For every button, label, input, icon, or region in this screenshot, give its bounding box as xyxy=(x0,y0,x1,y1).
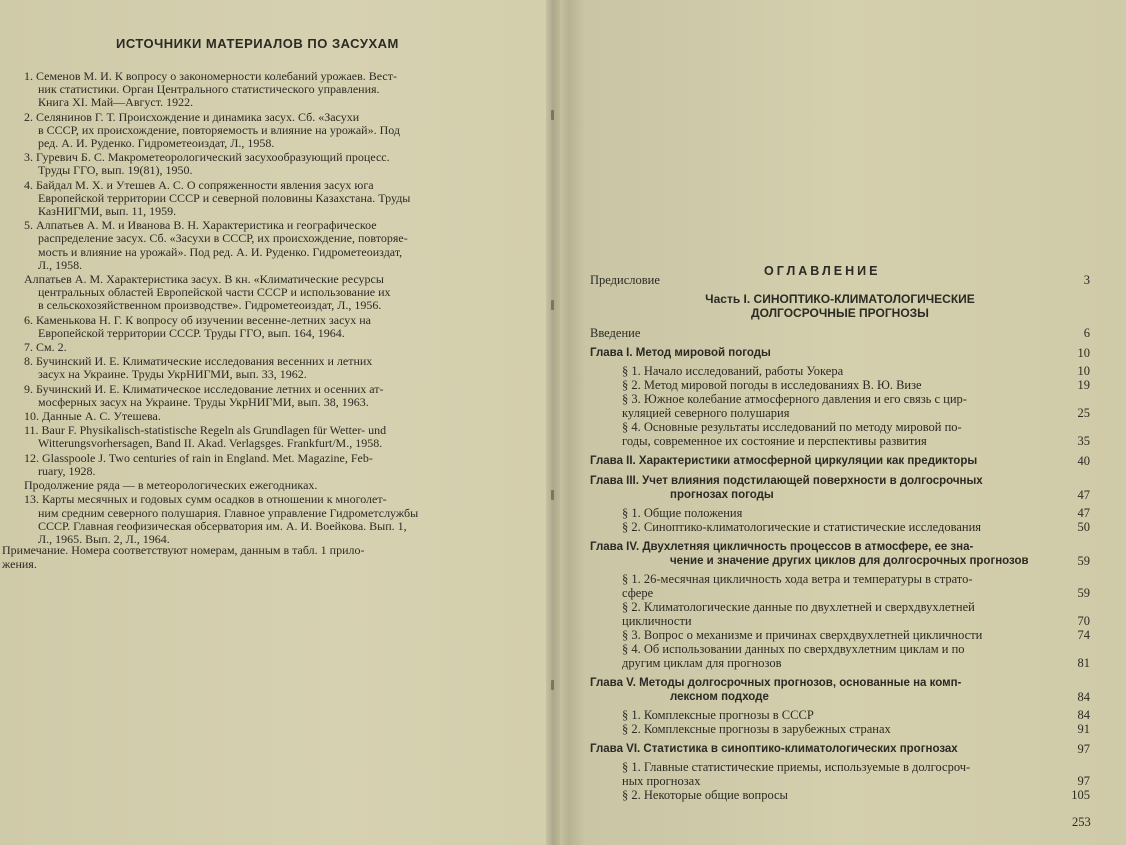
toc-chapter xyxy=(590,676,1090,704)
source-line: 7. См. 2. xyxy=(24,340,67,355)
source-line: Алпатьев А. М. Характеристика засух. В кн. «Климатические ресурсы xyxy=(24,272,384,287)
toc-page-number: 91 xyxy=(1077,722,1090,736)
toc-section xyxy=(590,708,1090,722)
toc-section xyxy=(590,520,1090,534)
source-line: 8. Бучинский И. Е. Климатические исследования весенних и летних xyxy=(24,354,373,369)
binding-stitch xyxy=(551,680,554,690)
source-item xyxy=(24,111,504,151)
toc-section xyxy=(590,378,1090,392)
source-line: 3. Гуревич Б. С. Макрометеорологический засухообразующий процесс. xyxy=(24,150,390,165)
toc-line: годы, современное их состояние и перспективы развития xyxy=(622,434,927,448)
bottom-page-number: 253 xyxy=(1072,815,1091,829)
source-line: Труды ГГО, вып. 19(81), 1950. xyxy=(38,163,193,178)
toc-chapter xyxy=(590,742,1090,756)
source-line: 11. Baur F. Physikalisch-statistische Regeln als Grundlagen für Wetter- und xyxy=(24,423,387,438)
source-item xyxy=(24,493,504,546)
toc-line: Глава IV. Двухлетняя цикличность процессов в атмосфере, ее зна- xyxy=(590,541,974,553)
toc-page-number: 70 xyxy=(1077,614,1090,628)
source-line: Европейской территории СССР. Труды ГГО, вып. 164, 1964. xyxy=(38,325,345,340)
source-line: 5. Алпатьев А. М. и Иванова В. Н. Характеристика и географическое xyxy=(24,218,377,233)
source-item xyxy=(24,341,504,354)
table-of-contents xyxy=(590,273,1090,802)
toc-line: § 4. Основные результаты исследований по методу мировой по- xyxy=(622,420,962,434)
toc-chapter xyxy=(590,474,1090,502)
source-line: 6. Каменькова Н. Г. К вопросу об изучении весенне-летних засух на xyxy=(24,312,371,327)
source-item xyxy=(24,383,504,409)
toc-page-number: 10 xyxy=(1077,346,1090,360)
source-item xyxy=(24,355,504,381)
source-line: 4. Байдал М. Х. и Утешев А. С. О сопряженности явления засух юга xyxy=(24,177,374,192)
toc-line: ДОЛГОСРОЧНЫЕ ПРОГНОЗЫ xyxy=(751,306,929,320)
toc-page-number: 6 xyxy=(1083,326,1090,340)
toc-line: § 3. Южное колебание атмосферного давления и его связь с цир- xyxy=(622,392,967,406)
book-gutter xyxy=(546,0,560,845)
toc-line: лексном подходе xyxy=(670,691,769,703)
source-item xyxy=(24,151,504,177)
toc-line: чение и значение других циклов для долгосрочных прогнозов xyxy=(670,555,1029,567)
source-line: центральных областей Европейской части СССР и использование их xyxy=(38,285,391,300)
toc-chapter xyxy=(590,346,1090,360)
footnote-line: Примечание. Номера соответствуют номерам, данным в табл. 1 прило- xyxy=(2,543,365,557)
toc-line: § 1. 26-месячная цикличность хода ветра и температуры в страто- xyxy=(622,572,973,586)
toc-page-number: 47 xyxy=(1077,506,1090,520)
toc-page-number: 105 xyxy=(1071,788,1090,802)
source-line: 2. Селянинов Г. Т. Происхождение и динамика засух. Сб. «Засухи xyxy=(24,109,360,124)
toc-section xyxy=(590,364,1090,378)
toc-chapter xyxy=(590,454,1090,468)
toc-page-number: 19 xyxy=(1077,378,1090,392)
source-item xyxy=(24,273,504,313)
toc-line: § 2. Климатологические данные по двухлетней и сверхдвухлетней xyxy=(622,600,975,614)
toc-line: Предисловие xyxy=(590,273,660,287)
source-line: ruary, 1928. xyxy=(38,463,96,478)
binding-stitch xyxy=(551,490,554,500)
source-line: мосферных засух на Украине. Труды УкрНИГМИ, вып. 38, 1963. xyxy=(38,394,369,409)
toc-line: куляцией северного полушария xyxy=(622,406,790,420)
toc-page-number: 97 xyxy=(1077,774,1090,788)
toc-line: Глава V. Методы долгосрочных прогнозов, основанные на комп- xyxy=(590,677,962,689)
toc-line: Глава III. Учет влияния подстилающей поверхности в долгосрочных xyxy=(590,475,983,487)
toc-page-number: 59 xyxy=(1077,554,1090,568)
source-item xyxy=(24,479,504,492)
binding-stitch xyxy=(551,300,554,310)
toc-section xyxy=(590,392,1090,420)
toc-page-number: 81 xyxy=(1077,656,1090,670)
toc-section xyxy=(590,788,1090,802)
toc-line: § 2. Метод мировой погоды в исследованиях В. Ю. Визе xyxy=(622,378,922,392)
toc-page-number: 50 xyxy=(1077,520,1090,534)
source-line: ник статистики. Орган Центрального статистического управления. xyxy=(38,82,380,97)
toc-line: § 3. Вопрос о механизме и причинах сверхдвухлетней цикличности xyxy=(622,628,983,642)
source-line: в СССР, их происхождение, повторяемость и влияние на урожай». Под xyxy=(38,122,401,137)
source-line: распределение засух. Сб. «Засухи в СССР, их происхождение, повторяе- xyxy=(38,231,408,246)
toc-section xyxy=(590,760,1090,788)
toc-line: § 1. Начало исследований, работы Уокера xyxy=(622,364,844,378)
source-item xyxy=(24,70,504,110)
toc-entry xyxy=(590,326,1090,340)
toc-line: прогнозах погоды xyxy=(670,489,774,501)
source-line: ним средним северного полушария. Главное управление Гидрометслужбы xyxy=(38,505,419,520)
source-line: Продолжение ряда — в метеорологических ежегодниках. xyxy=(24,478,318,493)
source-line: Европейской территории СССР и северной половины Казахстана. Труды xyxy=(38,190,411,205)
toc-section xyxy=(590,642,1090,670)
source-line: 13. Карты месячных и годовых сумм осадков в отношении к многолет- xyxy=(24,492,387,507)
toc-part xyxy=(590,292,1090,320)
toc-line: § 2. Некоторые общие вопросы xyxy=(622,788,788,802)
source-item xyxy=(24,424,504,450)
toc-line: ных прогнозах xyxy=(622,774,701,788)
source-line: Л., 1965. Вып. 2, Л., 1964. xyxy=(38,531,170,546)
toc-line: § 4. Об использовании данных по сверхдвухлетним циклам и по xyxy=(622,642,965,656)
binding-stitch xyxy=(551,110,554,120)
toc-section xyxy=(590,506,1090,520)
toc-line: § 1. Комплексные прогнозы в СССР xyxy=(622,708,814,722)
toc-section xyxy=(590,600,1090,628)
toc-page-number: 35 xyxy=(1077,434,1090,448)
toc-line: Глава I. Метод мировой погоды xyxy=(590,347,771,359)
toc-line: § 1. Главные статистические приемы, используемые в долгосроч- xyxy=(622,760,971,774)
toc-page-number: 84 xyxy=(1077,690,1090,704)
source-item xyxy=(24,219,504,272)
source-line: 9. Бучинский И. Е. Климатическое исследование летних и осенних ат- xyxy=(24,381,384,396)
toc-page-number: 74 xyxy=(1077,628,1090,642)
toc-line: сфере xyxy=(622,586,654,600)
source-line: мость и влияние на урожай». Под ред. А. И. Руденко. Гидрометеоиздат, xyxy=(38,244,403,259)
source-line: СССР. Главная геофизическая обсерватория им. А. И. Воейкова. Вып. 1, xyxy=(38,518,407,533)
toc-page-number: 10 xyxy=(1077,364,1090,378)
toc-page-number: 3 xyxy=(1083,273,1090,287)
toc-page-number: 25 xyxy=(1077,406,1090,420)
source-line: 12. Glasspoole J. Two centuries of rain in England. Met. Magazine, Feb- xyxy=(24,450,373,465)
source-item xyxy=(24,410,504,423)
source-line: КазНИГМИ, вып. 11, 1959. xyxy=(38,204,177,219)
toc-line: Глава II. Характеристики атмосферной циркуляции как предикторы xyxy=(590,455,978,467)
footnote xyxy=(2,544,492,571)
source-line: ред. А. И. Руденко. Гидрометеоиздат, Л., 1958. xyxy=(38,136,275,151)
toc-page-number: 40 xyxy=(1077,454,1090,468)
toc-heading: ОГЛАВЛЕНИЕ xyxy=(764,264,881,278)
toc-line: Часть I. СИНОПТИКО-КЛИМАТОЛОГИЧЕСКИЕ xyxy=(705,292,975,306)
source-line: засух на Украине. Труды УкрНИГМИ, вып. 33, 1962. xyxy=(38,367,307,382)
toc-entry xyxy=(590,273,1090,287)
source-line: 10. Данные А. С. Утешева. xyxy=(24,409,161,424)
toc-page-number: 59 xyxy=(1077,586,1090,600)
toc-section xyxy=(590,722,1090,736)
source-line: Л., 1958. xyxy=(38,257,83,272)
toc-page-number: 47 xyxy=(1077,488,1090,502)
source-item xyxy=(24,314,504,340)
toc-chapter xyxy=(590,540,1090,568)
toc-line: § 2. Синоптико-климатологические и статистические исследования xyxy=(622,520,982,534)
toc-page-number: 84 xyxy=(1077,708,1090,722)
toc-line: другим циклам для прогнозов xyxy=(622,656,782,670)
toc-line: § 2. Комплексные прогнозы в зарубежных странах xyxy=(622,722,891,736)
source-line: 1. Семенов М. И. К вопросу о закономерности колебаний урожаев. Вест- xyxy=(24,69,397,83)
source-line: Книга XI. Май—Август. 1922. xyxy=(38,95,194,110)
toc-line: Глава VI. Статистика в синоптико-климатологических прогнозах xyxy=(590,743,958,755)
source-item xyxy=(24,179,504,219)
toc-line: Введение xyxy=(590,326,641,340)
footnote-line: жения. xyxy=(2,556,37,571)
toc-section xyxy=(590,420,1090,448)
source-line: Witterungsvorhersagen, Band II. Akad. Verlagsges. Frankfurt/M., 1958. xyxy=(38,436,383,451)
toc-line: цикличности xyxy=(622,614,692,628)
toc-line: § 1. Общие положения xyxy=(622,506,743,520)
source-item xyxy=(24,452,504,478)
toc-page-number: 97 xyxy=(1077,742,1090,756)
sources-heading: ИСТОЧНИКИ МАТЕРИАЛОВ ПО ЗАСУХАМ xyxy=(116,36,399,51)
toc-section xyxy=(590,572,1090,600)
source-line: в сельскохозяйственном производстве». Гидрометеоиздат, Л., 1956. xyxy=(38,298,382,313)
toc-section xyxy=(590,628,1090,642)
sources-list xyxy=(24,70,504,547)
